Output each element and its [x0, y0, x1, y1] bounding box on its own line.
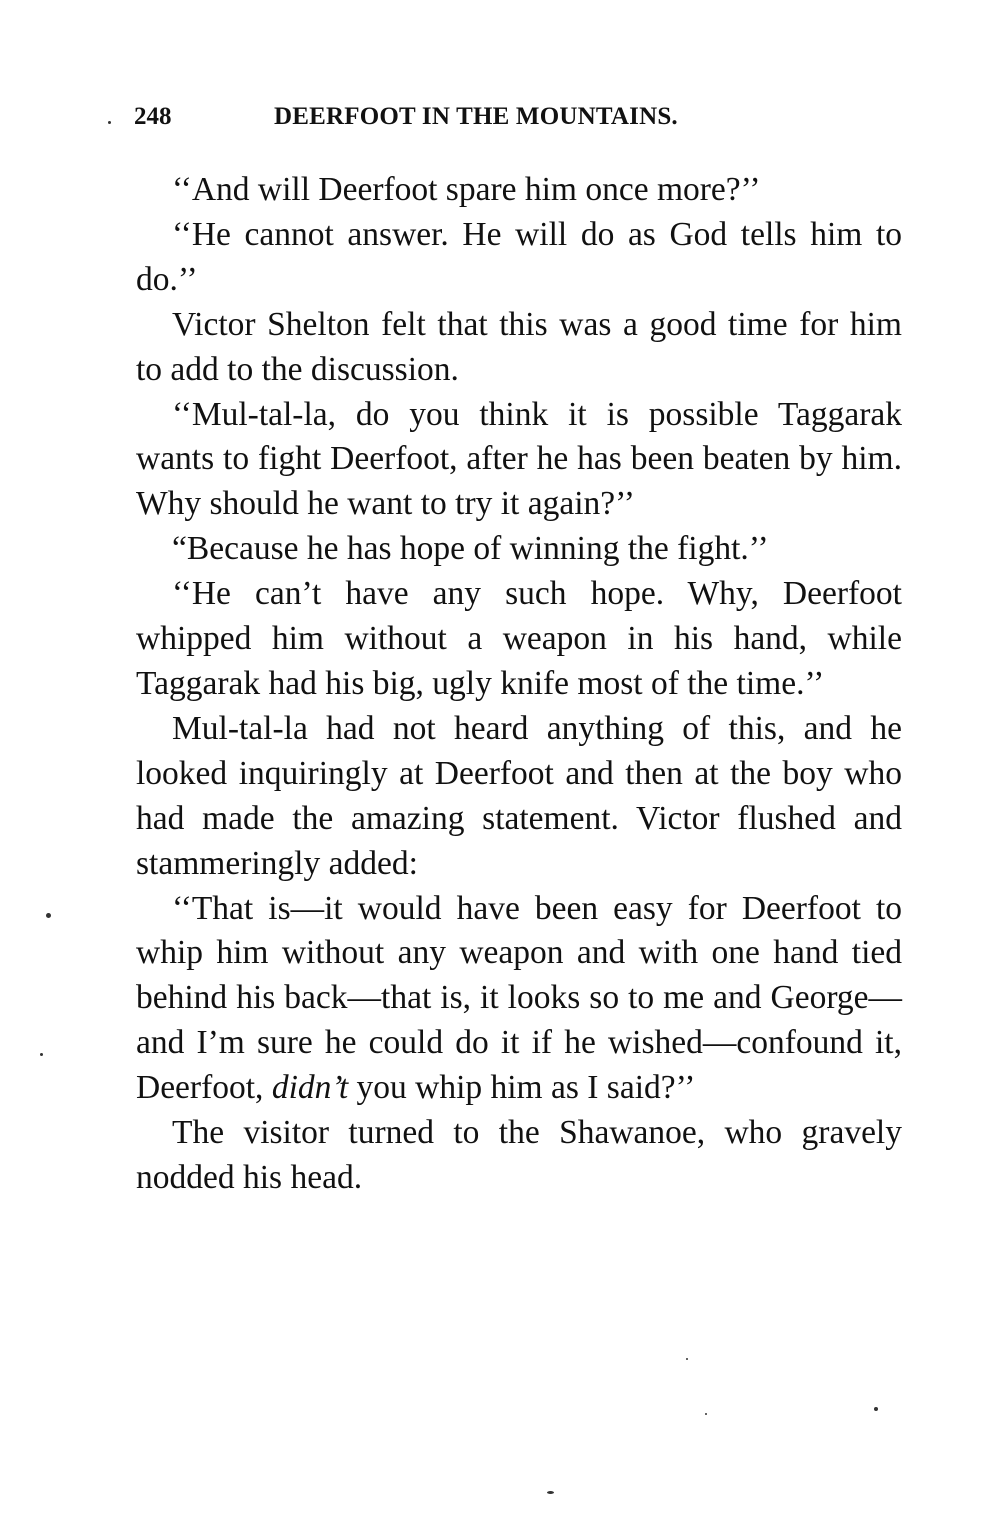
paragraph: ‘‘He can’t have any such hope. Why, Deerfoot whipped him without a weapon in his hand, while Taggarak had his big, ugly knife most of the time.’’ [136, 575, 902, 702]
paragraph: ‘‘And will Deerfoot spare him once more?’’ [172, 171, 761, 208]
scan-speck [705, 1413, 707, 1415]
scan-speck [46, 913, 51, 918]
page-number: 248 [134, 103, 172, 130]
scan-speck [40, 1053, 43, 1056]
body-text [136, 168, 902, 1201]
paragraph-text: you whip him as I said?’’ [348, 1069, 696, 1107]
paragraph: Mul-tal-la had not heard anything of this, and he looked inquiringly at Deerfoot and then at the boy who had made the amazing statement. Victor flushed and stammeringly added: [136, 709, 902, 882]
paragraph: The visitor turned to the Shawanoe, who gravely nodded his head. [136, 1114, 902, 1196]
scan-speck [874, 1407, 878, 1411]
paragraph-text: ‘‘That is—it would have been easy for Deerfoot to whip him without any weapon and with one hand tied behind his back—that is, it looks so to me and George—and I’m sure he could do it if he wished—confound it, Deerfoot, [136, 889, 902, 1107]
scan-speck [547, 1491, 554, 1494]
paragraph: “Because he has hope of winning the fight.’’ [172, 530, 769, 568]
page-header [134, 103, 774, 143]
paragraph [136, 887, 902, 1112]
paragraph: ‘‘He cannot answer. He will do as God tells him to do.’’ [136, 215, 902, 298]
paragraph: Victor Shelton felt that this was a good time for him to add to the discussion. [136, 305, 902, 388]
scan-speck [108, 121, 111, 124]
scan-speck [686, 1358, 688, 1360]
italic-word: didn’t [271, 1069, 349, 1107]
paragraph: ‘‘Mul-tal-la, do you think it is possible Taggarak wants to fight Deerfoot, after he has been beaten by him. Why should he want to try it again?’’ [136, 395, 902, 523]
running-title: DEERFOOT IN THE MOUNTAINS. [274, 103, 678, 130]
